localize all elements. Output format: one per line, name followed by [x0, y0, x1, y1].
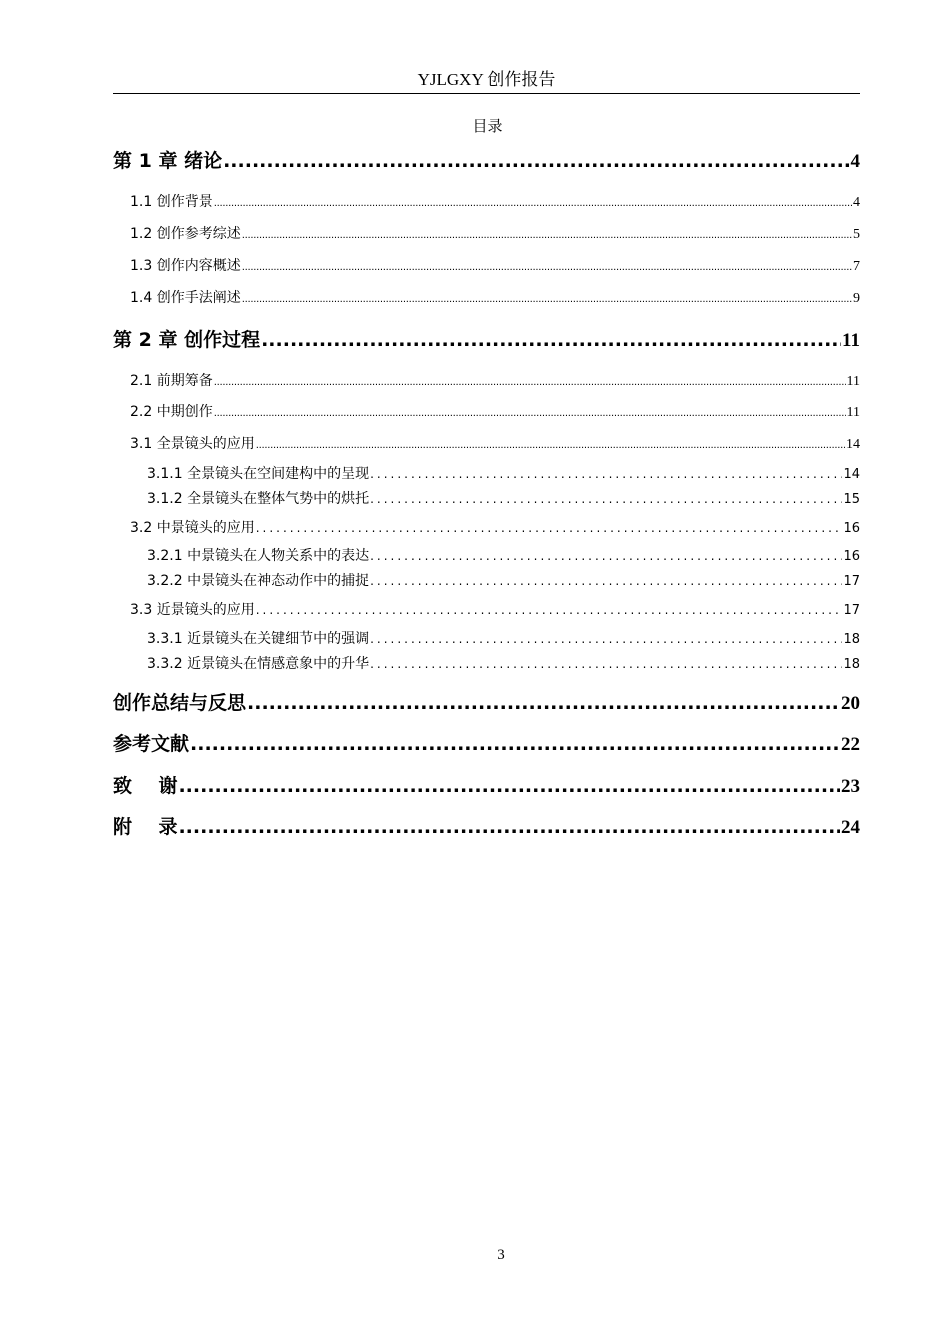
toc-entry[interactable] [113, 688, 860, 715]
toc-entry[interactable] [130, 287, 860, 307]
toc-leader [214, 377, 846, 388]
toc-entry[interactable] [147, 545, 860, 565]
toc-leader [256, 521, 843, 535]
toc-entry-label: 致 谢 [113, 775, 178, 797]
toc-entry-label: 第 1 章 绪论 [113, 150, 223, 172]
toc-entry-label: 3.2 中景镜头的应用 [130, 520, 255, 536]
toc-entry[interactable] [113, 812, 860, 839]
toc-entry[interactable] [130, 599, 860, 619]
toc-entry[interactable] [147, 653, 860, 673]
toc-entry-page: 20 [841, 693, 860, 714]
toc-entry-page: 16 [843, 549, 860, 564]
toc-entry-label: 1.1 创作背景 [130, 194, 213, 210]
toc-entry-label: 2.1 前期筹备 [130, 373, 213, 389]
toc-entry-page: 23 [841, 776, 860, 797]
toc-entry-label: 3.3 近景镜头的应用 [130, 602, 255, 618]
toc-entry[interactable] [130, 517, 860, 537]
toc-entry[interactable] [130, 255, 860, 275]
toc-entry-label: 创作总结与反思 [113, 692, 247, 714]
toc-entry-label: 3.2.2 中景镜头在神态动作中的捕捉 [147, 573, 370, 589]
toc-entry[interactable] [147, 488, 860, 508]
toc-entry[interactable] [113, 146, 860, 173]
header-title: YJLGXY 创作报告 [417, 70, 556, 89]
toc-entry-page: 15 [843, 492, 860, 507]
toc-entry-label: 1.2 创作参考综述 [130, 226, 241, 242]
toc-entry-label: 参考文献 [113, 733, 190, 755]
toc-entry[interactable] [113, 771, 860, 798]
toc-title: 目录 [472, 119, 503, 135]
toc-entry-page: 11 [846, 405, 860, 420]
toc-entry-label: 附 录 [113, 816, 178, 838]
toc-entry[interactable] [130, 370, 860, 390]
toc-entry-label: 3.2.1 中景镜头在人物关系中的表达 [147, 548, 370, 564]
toc-entry-label: 3.1 全景镜头的应用 [130, 436, 255, 452]
toc-leader [247, 692, 840, 714]
toc-entry-label: 3.3.2 近景镜头在情感意象中的升华 [147, 656, 370, 672]
toc-entry-label: 3.3.1 近景镜头在关键细节中的强调 [147, 631, 370, 647]
toc-leader [256, 603, 843, 617]
toc-entry-label: 3.1.1 全景镜头在空间建构中的呈现 [147, 466, 370, 482]
toc-entry[interactable] [130, 191, 860, 211]
toc-entry-label: 1.3 创作内容概述 [130, 258, 241, 274]
toc-leader [370, 467, 842, 481]
toc-leader [261, 329, 841, 351]
toc-leader [214, 198, 852, 209]
toc-entry-label: 1.4 创作手法阐述 [130, 290, 241, 306]
toc-leader [370, 549, 842, 563]
toc-leader [223, 150, 849, 172]
toc-entry-page: 14 [846, 437, 860, 452]
toc-entry-page: 11 [846, 374, 860, 389]
table-of-contents [113, 0, 860, 900]
toc-entry-page: 14 [843, 467, 860, 482]
toc-leader [256, 440, 845, 451]
toc-entry-page: 22 [841, 734, 860, 755]
toc-leader [242, 262, 852, 273]
toc-entry-page: 18 [843, 657, 860, 672]
toc-entry[interactable] [147, 570, 860, 590]
toc-entry-page: 17 [843, 574, 860, 589]
toc-leader [214, 408, 846, 419]
toc-entry-page: 16 [843, 521, 860, 536]
toc-leader [242, 230, 852, 241]
toc-entry-page: 11 [842, 330, 860, 351]
toc-entry[interactable] [147, 463, 860, 483]
toc-entry-page: 9 [853, 291, 860, 306]
toc-entry-page: 17 [843, 603, 860, 618]
toc-entry-page: 24 [841, 817, 860, 838]
toc-leader [370, 632, 842, 646]
toc-leader [370, 574, 842, 588]
toc-entry[interactable] [130, 433, 860, 453]
toc-entry-page: 4 [850, 151, 860, 172]
toc-entry[interactable] [113, 325, 860, 352]
toc-entry-label: 3.1.2 全景镜头在整体气势中的烘托 [147, 491, 370, 507]
toc-entry-page: 4 [853, 195, 860, 210]
toc-entry-page: 7 [853, 259, 860, 274]
toc-leader [190, 733, 840, 755]
toc-leader [178, 775, 840, 797]
toc-entry-label: 第 2 章 创作过程 [113, 329, 261, 351]
page-number: 3 [497, 1247, 505, 1263]
toc-entry[interactable] [130, 223, 860, 243]
toc-leader [370, 657, 842, 671]
toc-leader [370, 492, 842, 506]
toc-entry[interactable] [130, 401, 860, 421]
toc-leader [242, 294, 852, 305]
toc-leader [178, 816, 840, 838]
toc-entry[interactable] [113, 729, 860, 756]
toc-entry[interactable] [147, 628, 860, 648]
toc-entry-page: 5 [853, 227, 860, 242]
toc-entry-page: 18 [843, 632, 860, 647]
toc-entry-label: 2.2 中期创作 [130, 404, 213, 420]
